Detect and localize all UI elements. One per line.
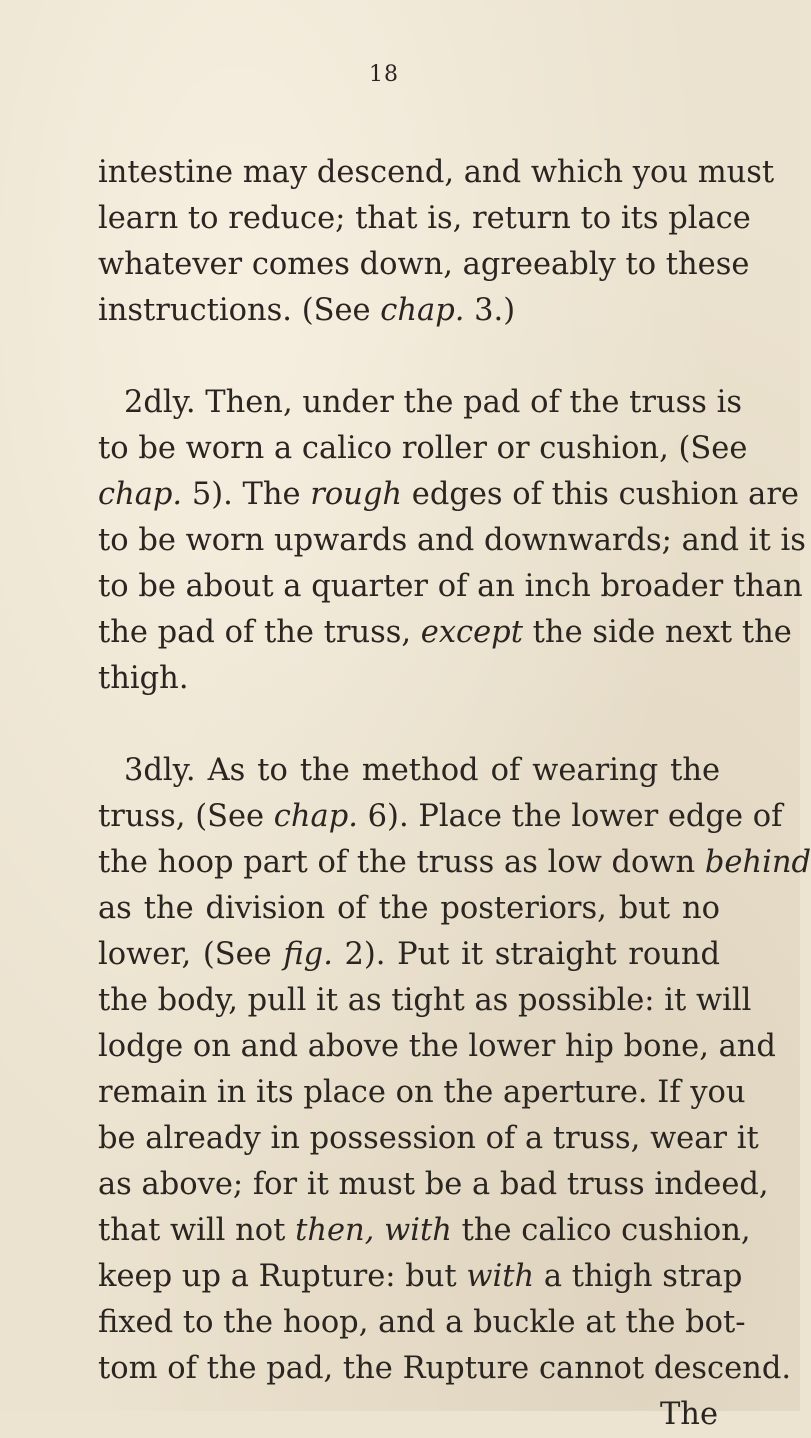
text-line: truss, (See chap. 6). Place the lower edge of [98, 799, 783, 834]
text-line: whatever comes down, agreeably to these [98, 247, 750, 282]
text-line: to be worn a calico roller or cushion, (See [98, 431, 748, 466]
text-line: as above; for it must be a bad truss indeed, [98, 1167, 769, 1202]
text-line: chap. 5). The rough edges of this cushion are [98, 477, 799, 512]
text-line: the hoop part of the truss as low down behind [98, 845, 811, 880]
text-line: the body, pull it as tight as possible: it will [98, 983, 752, 1018]
text-line: the pad of the truss, except the side next the [98, 615, 792, 650]
text-line: lodge on and above the lower hip bone, and [98, 1029, 776, 1064]
text-line: 2dly. Then, under the pad of the truss is [124, 385, 743, 420]
text-line: intestine may descend, and which you must [98, 155, 775, 190]
paragraph [98, 748, 811, 1438]
paragraph [98, 150, 775, 334]
text-line: fixed to the hoop, and a buckle at the bot- [98, 1305, 746, 1340]
text-line: to be about a quarter of an inch broader than [98, 569, 803, 604]
body-text [98, 150, 811, 1438]
text-line: be already in possession of a truss, wear it [98, 1121, 759, 1156]
text-line: tom of the pad, the Rupture cannot descend. [98, 1351, 792, 1386]
text-line: remain in its place on the aperture. If you [98, 1075, 746, 1110]
catchword: The [659, 1397, 718, 1432]
text-line: to be worn upwards and downwards; and it is [98, 523, 806, 558]
page-number: 18 [369, 62, 399, 87]
text-line: as the division of the posteriors, but no [98, 891, 721, 926]
text-line: 3dly. As to the method of wearing the [124, 753, 721, 788]
text-line: keep up a Rupture: but with a thigh strap [98, 1259, 743, 1294]
paragraph [98, 380, 806, 702]
text-line: that will not then, with the calico cushion, [98, 1213, 751, 1248]
text-line: thigh. [98, 661, 189, 696]
text-line: learn to reduce; that is, return to its place [98, 201, 751, 236]
text-line: lower, (See fig. 2). Put it straight round [98, 937, 720, 972]
text-line: instructions. (See chap. 3.) [98, 293, 516, 328]
